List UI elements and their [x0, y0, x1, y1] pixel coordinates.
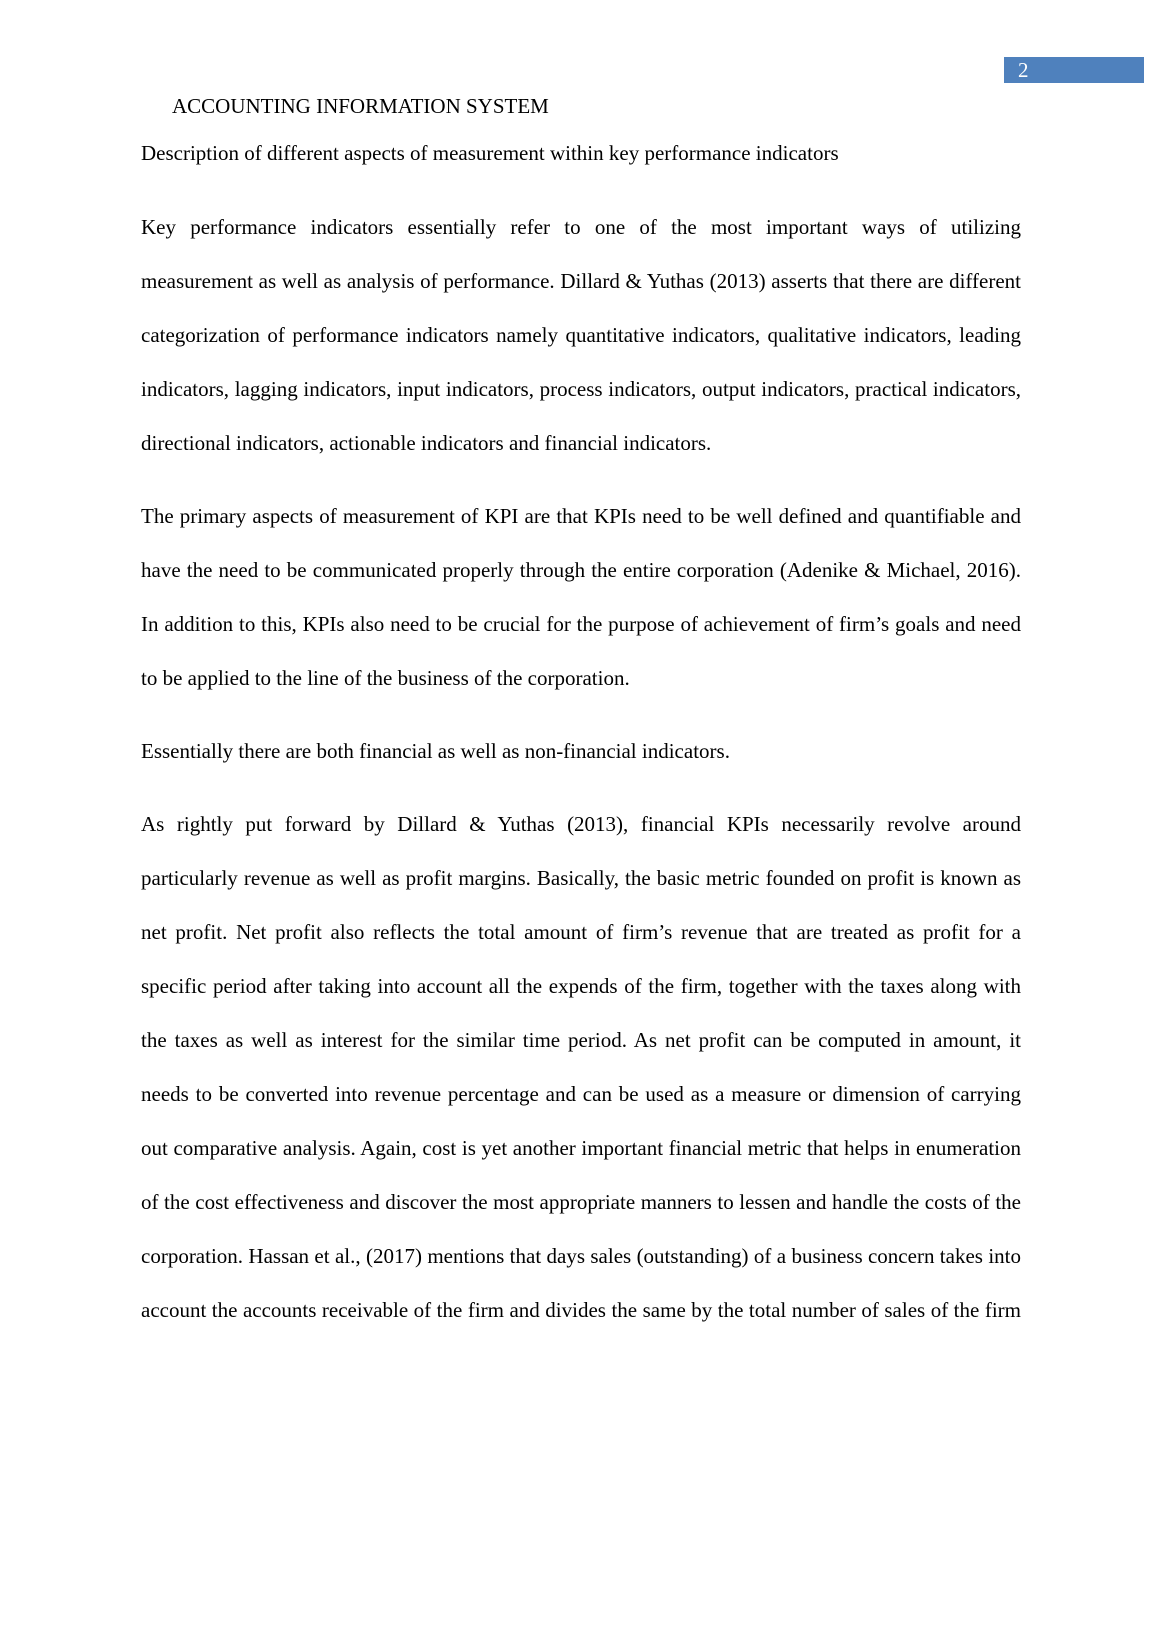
section-heading: Description of different aspects of measurement within key performance indicators [141, 141, 839, 165]
paragraph-indicator-types: Essentially there are both financial as well as non-financial indicators. [141, 739, 730, 763]
body-text [141, 200, 1021, 1356]
paragraph-kpi-measurement-aspects: The primary aspects of measurement of KPI are that KPIs need to be well defined and quantifiable and have the need to be communicated properly through the entire corporation (Adenike & Michael, 2016). In addition to this, KPIs also need to be crucial for the purpose of achievement of firm’s goals and need to be applied to the line of the business of the corporation. [141, 504, 1021, 690]
page-number-badge [1004, 57, 1144, 83]
page-number: 2 [1018, 58, 1029, 82]
running-header: ACCOUNTING INFORMATION SYSTEM [172, 94, 549, 118]
paragraph-financial-kpis: As rightly put forward by Dillard & Yuthas (2013), financial KPIs necessarily revolve around particularly revenue as well as profit margins. Basically, the basic metric founded on profit is known as net profit. Net profit also reflects the total amount of firm’s revenue that are treated as profit for a specific period after taking into account all the expends of the firm, together with the taxes along with the taxes as well as interest for the similar time period. As net profit can be computed in amount, it needs to be converted into revenue percentage and can be used as a measure or dimension of carrying out comparative analysis. Again, cost is yet another important financial metric that helps in enumeration of the cost effectiveness and discover the most appropriate manners to lessen and handle the costs of the corporation. Hassan et al., (2017) mentions that days sales (outstanding) of a business concern takes into account the accounts receivable of the firm and divides the same by the total number of sales of the firm [141, 812, 1021, 1322]
paragraph-kpi-categories: Key performance indicators essentially refer to one of the most important ways of utilizing measurement as well as analysis of performance. Dillard & Yuthas (2013) asserts that there are different categorization of performance indicators namely quantitative indicators, qualitative indicators, leading indicators, lagging indicators, input indicators, process indicators, output indicators, practical indicators, directional indicators, actionable indicators and financial indicators. [141, 215, 1021, 455]
